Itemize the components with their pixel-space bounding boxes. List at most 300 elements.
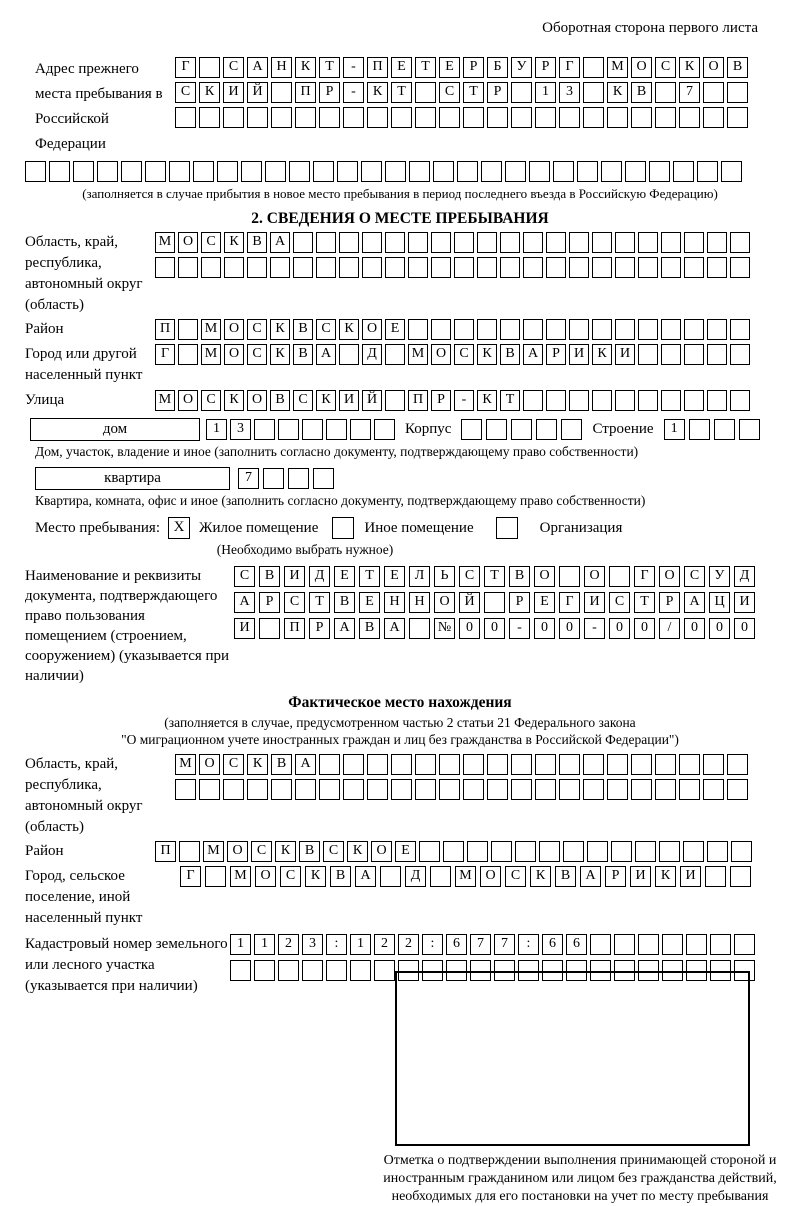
char-cell bbox=[615, 319, 635, 340]
char-cell: Е bbox=[391, 57, 412, 78]
char-cell bbox=[587, 841, 608, 862]
char-cell: С bbox=[251, 841, 272, 862]
char-cell: К bbox=[339, 319, 359, 340]
char-cell bbox=[730, 232, 750, 253]
char-cell bbox=[511, 107, 532, 128]
char-cell: В bbox=[271, 754, 292, 775]
char-cell bbox=[487, 754, 508, 775]
char-cell: О bbox=[631, 57, 652, 78]
char-cell: О bbox=[199, 754, 220, 775]
char-cell bbox=[302, 419, 323, 440]
char-cell: 2 bbox=[398, 934, 419, 955]
fact-district-row bbox=[155, 841, 752, 862]
char-cell bbox=[535, 779, 556, 800]
char-cell bbox=[25, 161, 46, 182]
char-cell bbox=[518, 960, 539, 981]
char-cell: О bbox=[224, 344, 244, 365]
char-cell bbox=[295, 107, 316, 128]
char-cell bbox=[155, 257, 175, 278]
char-cell bbox=[734, 960, 755, 981]
char-cell: Р bbox=[463, 57, 484, 78]
char-cell bbox=[247, 257, 267, 278]
char-cell bbox=[707, 257, 727, 278]
char-cell: С bbox=[454, 344, 474, 365]
char-cell: Т bbox=[319, 57, 340, 78]
char-cell bbox=[415, 779, 436, 800]
char-cell bbox=[553, 161, 574, 182]
char-cell bbox=[707, 319, 727, 340]
char-cell bbox=[559, 779, 580, 800]
char-cell bbox=[350, 419, 371, 440]
char-cell bbox=[486, 419, 507, 440]
char-cell: С bbox=[293, 390, 313, 411]
stroenie-cells bbox=[664, 419, 760, 440]
char-cell bbox=[500, 319, 520, 340]
char-cell bbox=[178, 344, 198, 365]
char-cell bbox=[592, 257, 612, 278]
char-cell: Р bbox=[546, 344, 566, 365]
char-cell bbox=[609, 566, 630, 587]
fact-district-label: Район bbox=[25, 843, 64, 859]
char-cell: К bbox=[305, 866, 326, 887]
char-cell: Р bbox=[659, 592, 680, 613]
char-cell: М bbox=[201, 319, 221, 340]
char-cell bbox=[583, 57, 604, 78]
char-cell bbox=[265, 161, 286, 182]
house-cells bbox=[206, 419, 395, 440]
char-cell bbox=[710, 960, 731, 981]
char-cell bbox=[337, 161, 358, 182]
char-cell: М bbox=[607, 57, 628, 78]
document-label: Наименование и реквизиты документа, подтверждающего право пользования помещением (строением, сооружением) (указывается при наличии) bbox=[25, 568, 230, 684]
char-cell: В bbox=[500, 344, 520, 365]
char-cell: С bbox=[684, 566, 705, 587]
page-header: Оборотная сторона первого листа bbox=[542, 20, 758, 36]
char-cell bbox=[515, 841, 536, 862]
char-cell: И bbox=[284, 566, 305, 587]
char-cell: К bbox=[270, 319, 290, 340]
region-group bbox=[25, 232, 800, 316]
char-cell bbox=[563, 841, 584, 862]
char-cell: 1 bbox=[254, 934, 275, 955]
char-cell bbox=[223, 107, 244, 128]
char-cell: Р bbox=[319, 82, 340, 103]
char-cell: К bbox=[347, 841, 368, 862]
prev-address-row-3 bbox=[175, 107, 748, 128]
char-cell bbox=[615, 257, 635, 278]
char-cell bbox=[727, 107, 748, 128]
char-cell bbox=[686, 960, 707, 981]
char-cell: А bbox=[384, 618, 405, 639]
char-cell: 6 bbox=[542, 934, 563, 955]
char-cell bbox=[583, 107, 604, 128]
char-cell bbox=[625, 161, 646, 182]
char-cell bbox=[199, 57, 220, 78]
char-cell bbox=[673, 161, 694, 182]
char-cell: Т bbox=[391, 82, 412, 103]
char-cell bbox=[201, 257, 221, 278]
char-cell bbox=[739, 419, 760, 440]
char-cell: С bbox=[655, 57, 676, 78]
char-cell bbox=[457, 161, 478, 182]
char-cell: / bbox=[659, 618, 680, 639]
char-cell: М bbox=[408, 344, 428, 365]
char-cell bbox=[511, 419, 532, 440]
char-cell bbox=[121, 161, 142, 182]
char-cell bbox=[271, 107, 292, 128]
char-cell bbox=[230, 960, 251, 981]
fact-title: Фактическое место нахождения bbox=[288, 694, 512, 711]
char-cell bbox=[601, 161, 622, 182]
district-label: Район bbox=[25, 321, 64, 337]
house-name-box: дом bbox=[30, 418, 200, 441]
char-cell: 3 bbox=[559, 82, 580, 103]
char-cell bbox=[439, 754, 460, 775]
char-cell: О bbox=[362, 319, 382, 340]
char-cell: 6 bbox=[566, 934, 587, 955]
char-cell: С bbox=[280, 866, 301, 887]
char-cell bbox=[631, 779, 652, 800]
char-cell bbox=[374, 419, 395, 440]
stamp-box bbox=[395, 971, 750, 1146]
city-label: Город или другой населенный пункт bbox=[25, 346, 143, 383]
char-cell bbox=[577, 161, 598, 182]
city-row bbox=[155, 344, 750, 365]
char-cell: С bbox=[505, 866, 526, 887]
char-cell bbox=[443, 841, 464, 862]
char-cell: А bbox=[684, 592, 705, 613]
char-cell bbox=[431, 232, 451, 253]
char-cell: Е bbox=[334, 566, 355, 587]
char-cell bbox=[511, 779, 532, 800]
stay-type-option-label-organization: Организация bbox=[539, 519, 623, 536]
char-cell: П bbox=[284, 618, 305, 639]
char-cell: Т bbox=[484, 566, 505, 587]
char-cell: 7 bbox=[679, 82, 700, 103]
char-cell bbox=[730, 866, 751, 887]
char-cell bbox=[430, 866, 451, 887]
char-cell bbox=[391, 107, 412, 128]
char-cell: А bbox=[334, 618, 355, 639]
char-cell: К bbox=[295, 57, 316, 78]
char-cell: С bbox=[459, 566, 480, 587]
char-cell: Г bbox=[155, 344, 175, 365]
char-cell bbox=[539, 841, 560, 862]
char-cell bbox=[293, 257, 313, 278]
char-cell: Р bbox=[309, 618, 330, 639]
fact-city-row bbox=[180, 866, 751, 887]
char-cell bbox=[523, 232, 543, 253]
char-cell: Г bbox=[559, 57, 580, 78]
street-row bbox=[155, 390, 750, 411]
char-cell bbox=[638, 257, 658, 278]
char-cell bbox=[470, 960, 491, 981]
char-cell: 1 bbox=[535, 82, 556, 103]
char-cell bbox=[638, 960, 659, 981]
char-cell: 2 bbox=[374, 934, 395, 955]
region-row-2 bbox=[155, 257, 750, 278]
char-cell: К bbox=[592, 344, 612, 365]
char-cell bbox=[319, 779, 340, 800]
char-cell: И bbox=[339, 390, 359, 411]
char-cell bbox=[684, 257, 704, 278]
char-cell: 7 bbox=[470, 934, 491, 955]
char-cell bbox=[686, 934, 707, 955]
char-cell bbox=[607, 779, 628, 800]
char-cell bbox=[614, 934, 635, 955]
char-cell bbox=[481, 161, 502, 182]
char-cell: К bbox=[477, 344, 497, 365]
char-cell bbox=[271, 779, 292, 800]
char-cell: К bbox=[607, 82, 628, 103]
char-cell: 0 bbox=[484, 618, 505, 639]
char-cell bbox=[454, 319, 474, 340]
char-cell: - bbox=[584, 618, 605, 639]
char-cell: К bbox=[199, 82, 220, 103]
char-cell: : bbox=[422, 934, 443, 955]
char-cell: Ь bbox=[434, 566, 455, 587]
char-cell: А bbox=[295, 754, 316, 775]
char-cell bbox=[362, 257, 382, 278]
char-cell bbox=[730, 257, 750, 278]
char-cell bbox=[178, 319, 198, 340]
char-cell: А bbox=[523, 344, 543, 365]
fact-city-group bbox=[25, 866, 800, 929]
char-cell bbox=[559, 107, 580, 128]
char-cell bbox=[661, 319, 681, 340]
section2-title: 2. СВЕДЕНИЯ О МЕСТЕ ПРЕБЫВАНИЯ bbox=[251, 210, 549, 227]
apartment-name-box: квартира bbox=[35, 467, 230, 490]
char-cell: Л bbox=[409, 566, 430, 587]
char-cell bbox=[523, 390, 543, 411]
char-cell: А bbox=[580, 866, 601, 887]
region-label: Область, край, республика, автономный округ (область) bbox=[25, 234, 143, 313]
char-cell: О bbox=[227, 841, 248, 862]
char-cell: И bbox=[234, 618, 255, 639]
char-cell bbox=[662, 960, 683, 981]
char-cell: 0 bbox=[609, 618, 630, 639]
char-cell bbox=[278, 419, 299, 440]
cadastral-label: Кадастровый номер земельного или лесного участка (указывается при наличии) bbox=[25, 936, 228, 994]
char-cell bbox=[49, 161, 70, 182]
fact-note-line-1: (заполняется в случае, предусмотренном частью 2 статьи 21 Федерального закона bbox=[164, 715, 636, 730]
char-cell bbox=[730, 390, 750, 411]
stay-type-option-label-residential: Жилое помещение bbox=[199, 519, 319, 536]
stay-type-note: (Необходимо выбрать нужное) bbox=[216, 542, 394, 557]
char-cell: О bbox=[434, 592, 455, 613]
char-cell bbox=[295, 779, 316, 800]
char-cell bbox=[302, 960, 323, 981]
char-cell: К bbox=[224, 232, 244, 253]
char-cell bbox=[559, 566, 580, 587]
char-cell bbox=[367, 107, 388, 128]
char-cell bbox=[511, 754, 532, 775]
char-cell bbox=[293, 232, 313, 253]
fact-city-label: Город, сельское поселение, иной населенный пункт bbox=[25, 868, 143, 926]
char-cell bbox=[542, 960, 563, 981]
char-cell: В bbox=[330, 866, 351, 887]
char-cell bbox=[655, 779, 676, 800]
char-cell bbox=[247, 107, 268, 128]
char-cell bbox=[592, 390, 612, 411]
fact-district-group bbox=[25, 841, 800, 862]
char-cell: 1 bbox=[206, 419, 227, 440]
char-cell bbox=[590, 960, 611, 981]
char-cell: Н bbox=[271, 57, 292, 78]
street-group bbox=[25, 390, 800, 411]
cadastral-row-2 bbox=[230, 960, 755, 981]
char-cell: К bbox=[247, 754, 268, 775]
char-cell: С bbox=[247, 344, 267, 365]
char-cell: Н bbox=[409, 592, 430, 613]
char-cell: В bbox=[334, 592, 355, 613]
char-cell: Е bbox=[385, 319, 405, 340]
char-cell: А bbox=[270, 232, 290, 253]
char-cell bbox=[175, 779, 196, 800]
char-cell bbox=[684, 319, 704, 340]
char-cell: О bbox=[178, 390, 198, 411]
char-cell: С bbox=[201, 390, 221, 411]
char-cell: П bbox=[155, 319, 175, 340]
char-cell bbox=[703, 107, 724, 128]
char-cell bbox=[638, 344, 658, 365]
char-cell bbox=[679, 754, 700, 775]
char-cell bbox=[689, 419, 710, 440]
char-cell: К bbox=[655, 866, 676, 887]
char-cell: Р bbox=[535, 57, 556, 78]
char-cell: У bbox=[511, 57, 532, 78]
char-cell bbox=[385, 344, 405, 365]
char-cell bbox=[523, 257, 543, 278]
korpus-label: Корпус bbox=[405, 421, 452, 437]
char-cell bbox=[705, 866, 726, 887]
city-group bbox=[25, 344, 800, 386]
char-cell bbox=[484, 592, 505, 613]
char-cell bbox=[649, 161, 670, 182]
char-cell bbox=[607, 107, 628, 128]
char-cell bbox=[313, 161, 334, 182]
char-cell bbox=[385, 257, 405, 278]
char-cell: Т bbox=[463, 82, 484, 103]
fact-region-group bbox=[25, 754, 800, 838]
prev-address-block bbox=[35, 57, 800, 157]
char-cell bbox=[431, 257, 451, 278]
char-cell: Д bbox=[362, 344, 382, 365]
char-cell bbox=[319, 754, 340, 775]
char-cell bbox=[536, 419, 557, 440]
char-cell bbox=[205, 866, 226, 887]
char-cell bbox=[361, 161, 382, 182]
char-cell: О bbox=[255, 866, 276, 887]
document-row-1 bbox=[234, 566, 755, 587]
char-cell: Р bbox=[509, 592, 530, 613]
char-cell bbox=[661, 344, 681, 365]
char-cell: И bbox=[223, 82, 244, 103]
char-cell: О bbox=[534, 566, 555, 587]
char-cell bbox=[409, 161, 430, 182]
char-cell bbox=[703, 779, 724, 800]
char-cell bbox=[415, 107, 436, 128]
char-cell bbox=[339, 257, 359, 278]
char-cell bbox=[316, 232, 336, 253]
char-cell: С bbox=[323, 841, 344, 862]
char-cell: В bbox=[727, 57, 748, 78]
char-cell bbox=[546, 257, 566, 278]
char-cell bbox=[175, 107, 196, 128]
char-cell bbox=[408, 232, 428, 253]
char-cell: С bbox=[223, 57, 244, 78]
char-cell: 3 bbox=[230, 419, 251, 440]
char-cell: 2 bbox=[278, 934, 299, 955]
char-cell: К bbox=[679, 57, 700, 78]
char-cell bbox=[319, 107, 340, 128]
char-cell bbox=[409, 618, 430, 639]
char-cell bbox=[615, 232, 635, 253]
char-cell: Р bbox=[431, 390, 451, 411]
char-cell bbox=[73, 161, 94, 182]
prev-address-row-4 bbox=[25, 161, 800, 182]
district-group bbox=[25, 319, 800, 340]
char-cell: В bbox=[270, 390, 290, 411]
char-cell: 3 bbox=[302, 934, 323, 955]
char-cell bbox=[463, 779, 484, 800]
document-group bbox=[25, 566, 800, 686]
char-cell: К bbox=[224, 390, 244, 411]
char-cell bbox=[408, 319, 428, 340]
char-cell: - bbox=[343, 82, 364, 103]
char-cell bbox=[683, 841, 704, 862]
char-cell: Д bbox=[309, 566, 330, 587]
char-cell: С bbox=[316, 319, 336, 340]
char-cell: С bbox=[234, 566, 255, 587]
char-cell bbox=[684, 390, 704, 411]
char-cell bbox=[223, 779, 244, 800]
char-cell bbox=[500, 257, 520, 278]
char-cell bbox=[566, 960, 587, 981]
prev-address-label: Адрес прежнего места пребывания в Российской Федерации bbox=[35, 61, 163, 152]
char-cell bbox=[339, 232, 359, 253]
char-cell: - bbox=[343, 57, 364, 78]
char-cell bbox=[569, 390, 589, 411]
char-cell bbox=[569, 319, 589, 340]
char-cell: И bbox=[680, 866, 701, 887]
char-cell: Е bbox=[359, 592, 380, 613]
char-cell bbox=[422, 960, 443, 981]
char-cell bbox=[199, 779, 220, 800]
char-cell bbox=[439, 107, 460, 128]
char-cell bbox=[631, 754, 652, 775]
char-cell bbox=[491, 841, 512, 862]
char-cell bbox=[662, 934, 683, 955]
char-cell: К bbox=[530, 866, 551, 887]
korpus-cells bbox=[461, 419, 582, 440]
char-cell bbox=[546, 390, 566, 411]
char-cell: Т bbox=[415, 57, 436, 78]
char-cell: Т bbox=[634, 592, 655, 613]
char-cell bbox=[477, 257, 497, 278]
char-cell bbox=[655, 82, 676, 103]
char-cell bbox=[391, 779, 412, 800]
char-cell bbox=[477, 319, 497, 340]
char-cell bbox=[419, 841, 440, 862]
char-cell bbox=[679, 779, 700, 800]
stamp-note: Отметка о подтверждении выполнения принимающей стороной и иностранным гражданином или лицом без гражданства действий, необходимых для его постановки на учет по месту пребывания bbox=[383, 1153, 777, 1204]
char-cell: О bbox=[431, 344, 451, 365]
prev-address-row-2 bbox=[175, 82, 748, 103]
char-cell: С bbox=[223, 754, 244, 775]
char-cell bbox=[638, 232, 658, 253]
char-cell bbox=[615, 390, 635, 411]
